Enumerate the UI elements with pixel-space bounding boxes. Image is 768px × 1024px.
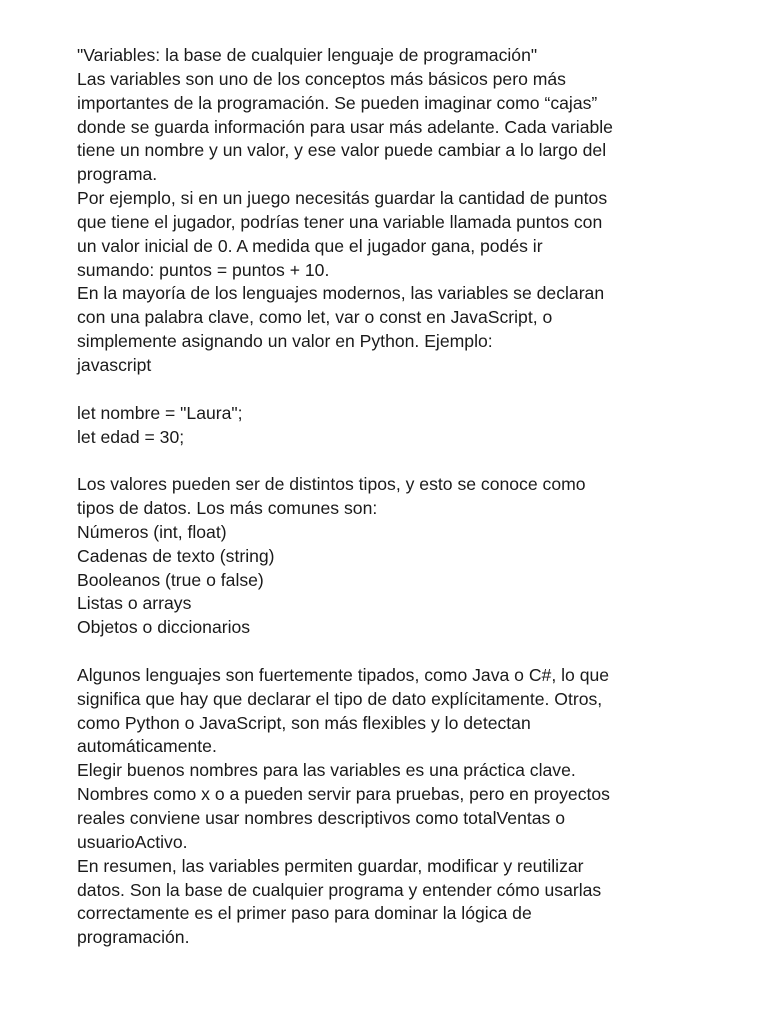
paragraph-line: En la mayoría de los lenguajes modernos, las variables se declaran [77, 283, 605, 304]
list-item: Objetos o diccionarios [77, 617, 251, 638]
paragraph-line: datos. Son la base de cualquier programa y entender cómo usarlas [77, 879, 602, 900]
intro-paragraph [77, 68, 708, 187]
paragraph-line: tipos de datos. Los más comunes son: [77, 498, 378, 519]
blank-line [77, 378, 708, 402]
blank-line [77, 449, 708, 473]
types-list [77, 521, 708, 640]
paragraph-line: Elegir buenos nombres para las variables es una práctica clave. [77, 760, 576, 781]
code-line: let nombre = "Laura"; [77, 402, 243, 423]
code-line: let edad = 30; [77, 426, 185, 447]
paragraph-line: importantes de la programación. Se pueden imaginar como “cajas” [77, 92, 598, 113]
list-item: Booleanos (true o false) [77, 569, 264, 590]
code-language-label: javascript [77, 354, 152, 375]
paragraph-line: sumando: puntos = puntos + 10. [77, 259, 330, 280]
paragraph-line: reales conviene usar nombres descriptivos como totalVentas o [77, 808, 565, 828]
naming-paragraph [77, 759, 708, 854]
summary-paragraph [77, 855, 708, 950]
paragraph-line: usuarioActivo. [77, 831, 188, 852]
list-item: Listas o arrays [77, 593, 192, 614]
paragraph-line: Por ejemplo, si en un juego necesitás guardar la cantidad de puntos [77, 188, 608, 209]
types-intro-paragraph [77, 473, 708, 521]
paragraph-line: significa que hay que declarar el tipo de dato explícitamente. Otros, [77, 688, 603, 709]
list-item: Cadenas de texto (string) [77, 545, 275, 566]
paragraph-line: programación. [77, 927, 190, 948]
paragraph-line: correctamente es el primer paso para dominar la lógica de [77, 903, 532, 924]
declaration-paragraph [77, 282, 708, 354]
paragraph-line: que tiene el jugador, podrías tener una variable llamada puntos con [77, 211, 603, 232]
paragraph-line: con una palabra clave, como let, var o const en JavaScript, o [77, 307, 553, 328]
paragraph-line: tiene un nombre y un valor, y ese valor puede cambiar a lo largo del [77, 140, 607, 161]
paragraph-line: donde se guarda información para usar más adelante. Cada variable [77, 116, 613, 137]
paragraph-line: Los valores pueden ser de distintos tipos, y esto se conoce como [77, 474, 586, 495]
paragraph-line: Nombres como x o a pueden servir para pruebas, pero en proyectos [77, 784, 610, 805]
code-block [77, 402, 708, 450]
paragraph-line: programa. [77, 164, 158, 185]
paragraph-line: automáticamente. [77, 736, 217, 757]
document-title: "Variables: la base de cualquier lenguaje de programación" [77, 45, 538, 65]
example-paragraph [77, 187, 708, 282]
paragraph-line: Algunos lenguajes son fuertemente tipados, como Java o C#, lo que [77, 664, 610, 685]
paragraph-line: Las variables son uno de los conceptos más básicos pero más [77, 68, 566, 89]
paragraph-line: simplemente asignando un valor en Python. Ejemplo: [77, 331, 493, 352]
blank-line [77, 640, 708, 664]
list-item: Números (int, float) [77, 521, 227, 542]
paragraph-line: como Python o JavaScript, son más flexibles y lo detectan [77, 712, 531, 733]
paragraph-line: En resumen, las variables permiten guardar, modificar y reutilizar [77, 855, 584, 876]
typing-paragraph [77, 664, 708, 759]
paragraph-line: un valor inicial de 0. A medida que el jugador gana, podés ir [77, 235, 543, 256]
